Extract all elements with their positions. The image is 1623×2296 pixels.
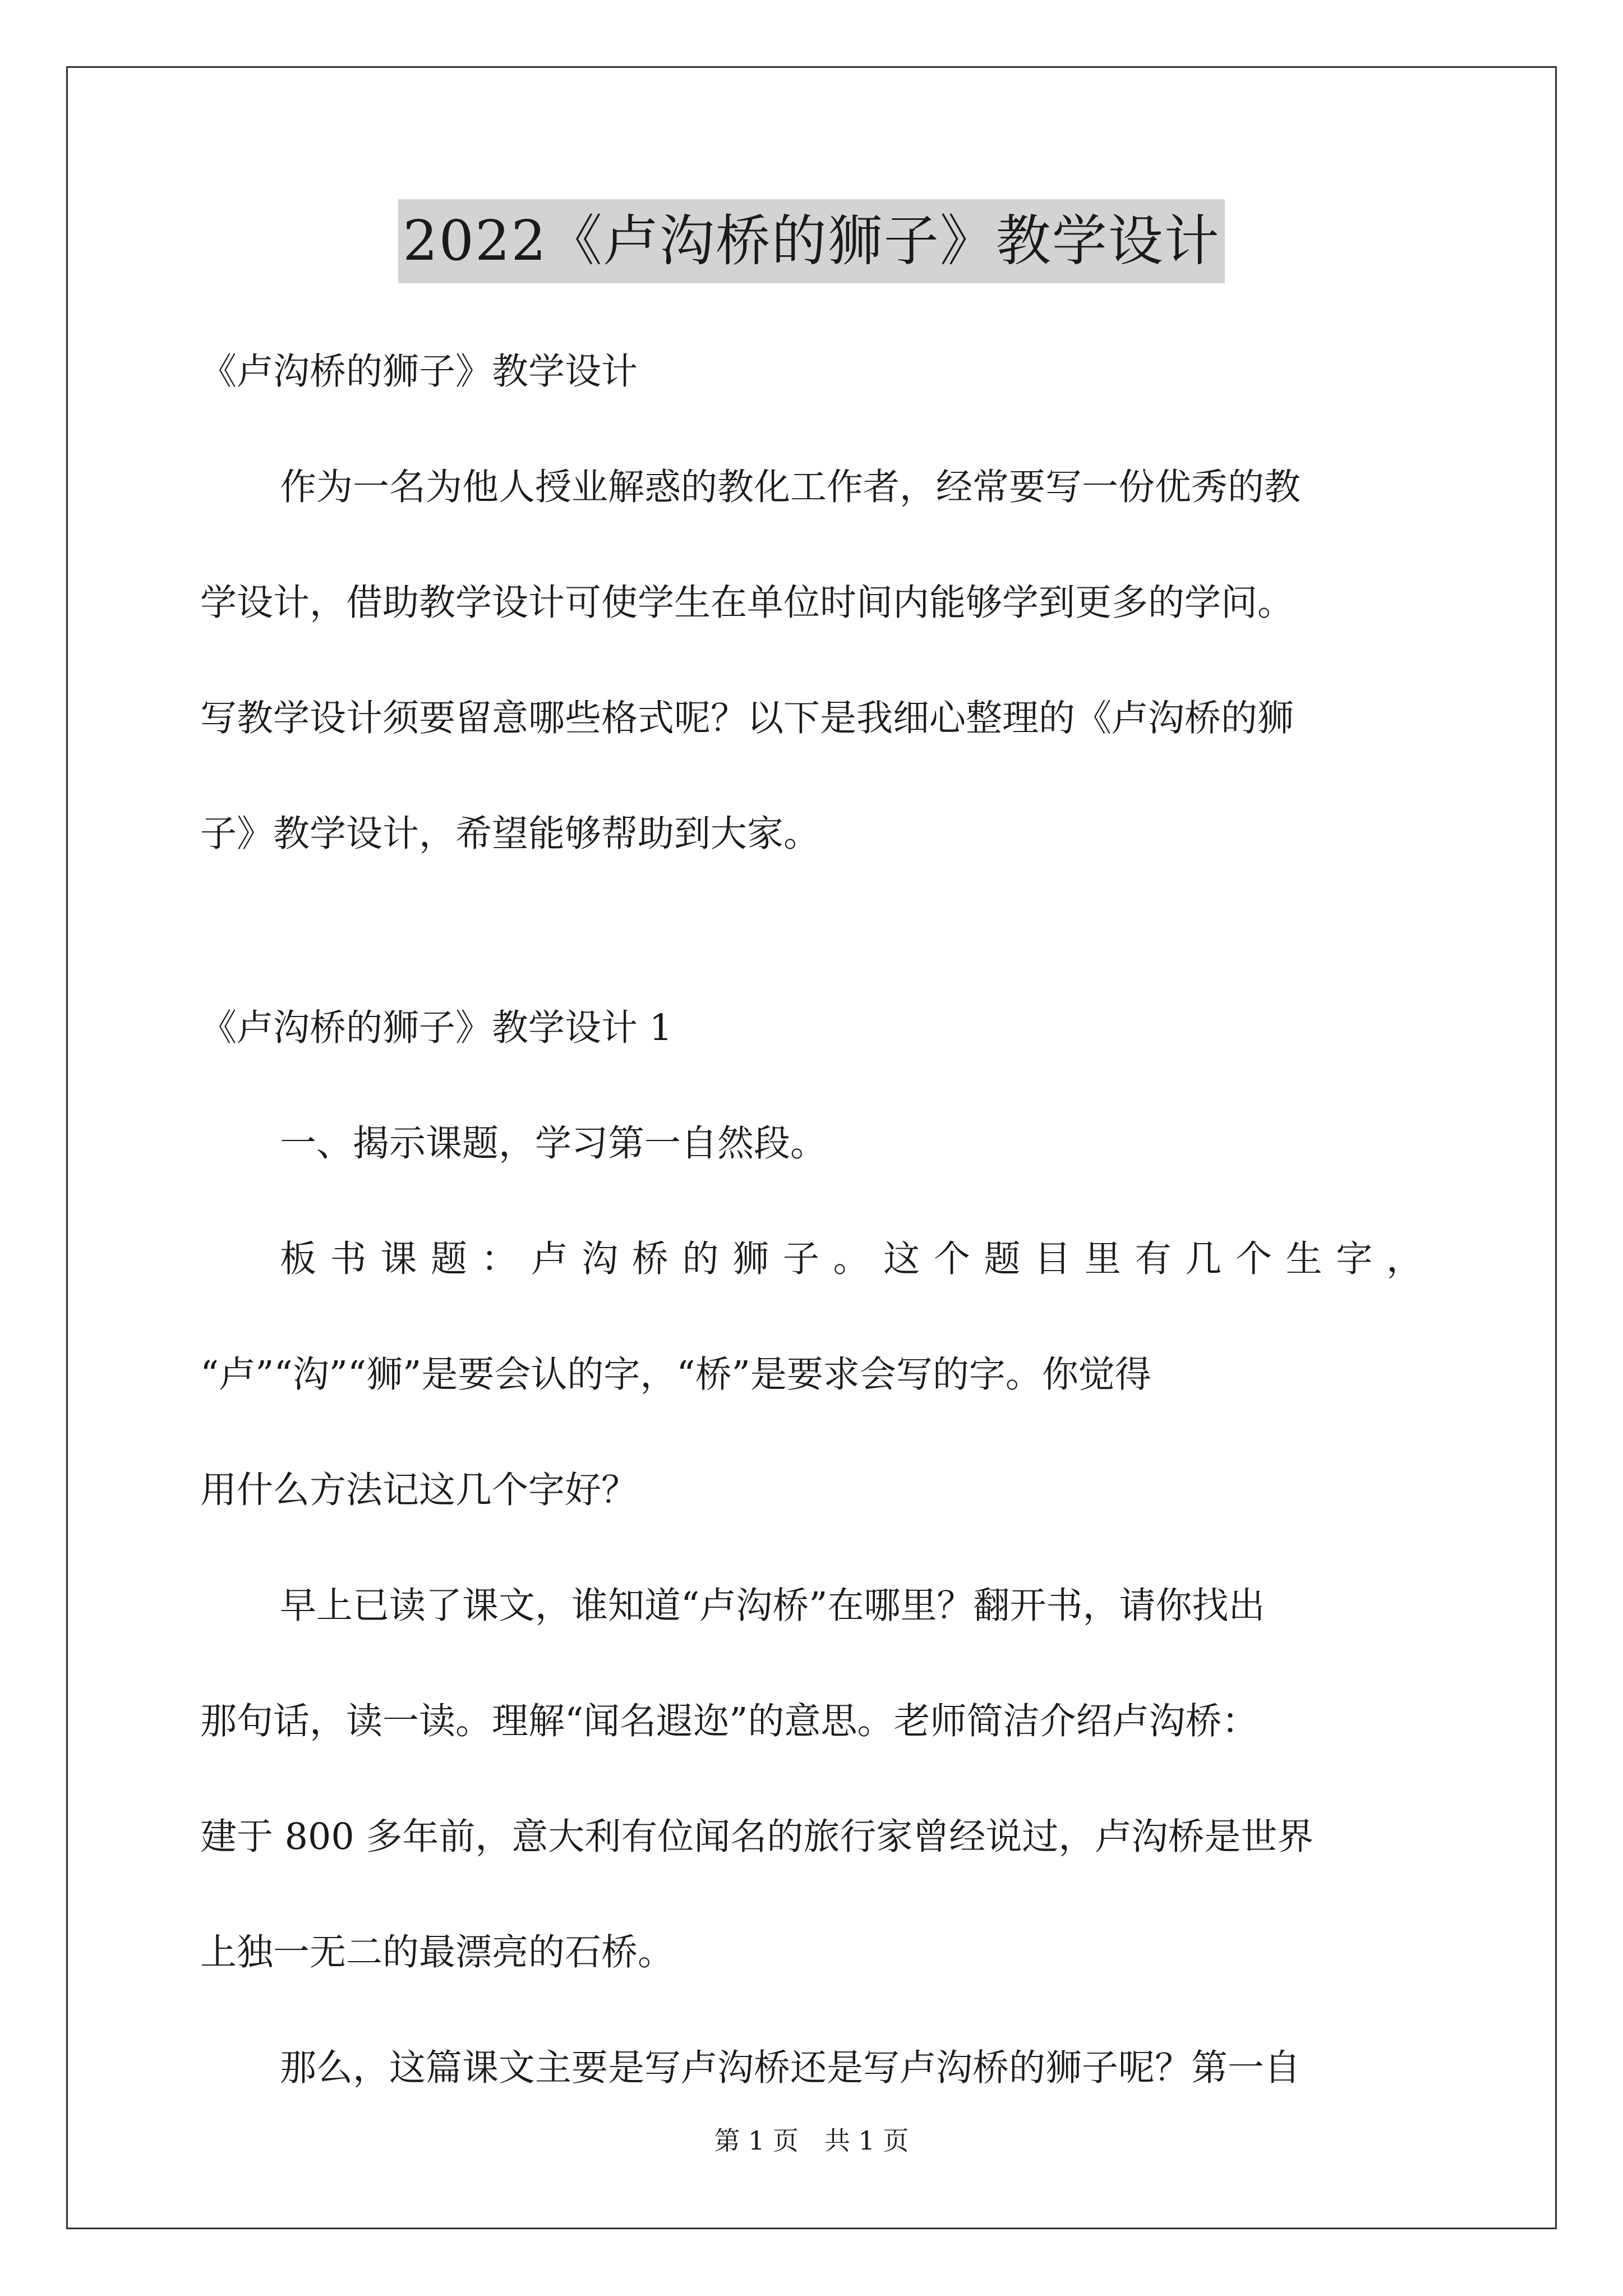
page-footer: 第 1 页 共 1 页 — [714, 2125, 909, 2156]
morning-line-4: 上独一无二的最漂亮的石桥。 — [200, 1931, 675, 1973]
board-line-3: 用什么方法记这几个字好？ — [200, 1469, 638, 1511]
board-line-2: “卢”“沟”“狮”是要会认的字，“桥”是要求会写的字。你觉得 — [200, 1354, 1151, 1396]
morning-line-3: 建于 800 多年前，意大利有位闻名的旅行家曾经说过，卢沟桥是世界 — [200, 1816, 1314, 1858]
step-one-heading: 一、揭示课题，学习第一自然段。 — [280, 1122, 827, 1165]
intro-line-4: 子》教学设计，希望能够帮助到大家。 — [200, 813, 820, 855]
board-line-1: 板 书 课 题 ： 卢 沟 桥 的 狮 子 。 这 个 题 目 里 有 几 个 生 字 ， — [280, 1238, 1423, 1280]
morning-line-1: 早上已读了课文，谁知道“卢沟桥”在哪里？翻开书，请你找出 — [280, 1585, 1265, 1627]
intro-line-2: 学设计，借助教学设计可使学生在单位时间内能够学到更多的学问。 — [200, 582, 1294, 624]
morning-line-2: 那句话，读一读。理解“闻名遐迩”的意思。老师简洁介绍卢沟桥： — [200, 1700, 1258, 1742]
section-heading: 《卢沟桥的狮子》教学设计 1 — [200, 1007, 673, 1049]
intro-line-1: 作为一名为他人授业解惑的教化工作者，经常要写一份优秀的教 — [280, 466, 1301, 508]
section-gap — [200, 892, 1423, 970]
document-body — [200, 314, 1423, 2126]
last-paragraph-line: 那么，这篇课文主要是写卢沟桥还是写卢沟桥的狮子呢？第一自 — [280, 2047, 1301, 2089]
intro-line-3: 写教学设计须要留意哪些格式呢？以下是我细心整理的《卢沟桥的狮 — [200, 697, 1294, 739]
subtitle: 《卢沟桥的狮子》教学设计 — [200, 351, 638, 393]
document-title: 2022《卢沟桥的狮子》教学设计 — [0, 199, 1623, 283]
